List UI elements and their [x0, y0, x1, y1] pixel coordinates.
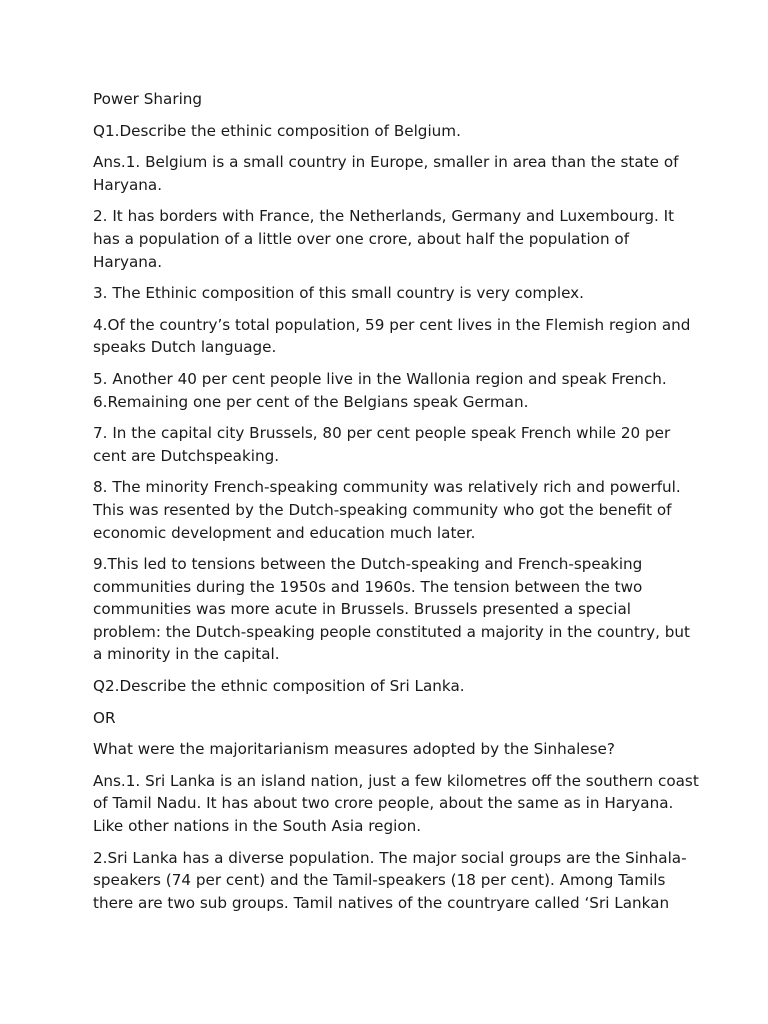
text-line: Q1.Describe the ethinic composition of Belgium. [93, 121, 461, 140]
text-line: 4.Of the country’s total population, 59 per cent lives in the Flemish region and [93, 315, 691, 334]
text-line: 2.Sri Lanka has a diverse population. The major social groups are the Sinhala- [93, 848, 687, 867]
paragraph [93, 314, 691, 359]
text-line: economic development and education much later. [93, 523, 476, 542]
text-line: 3. The Ethinic composition of this small country is very complex. [93, 284, 584, 303]
paragraph [93, 151, 683, 196]
text-line: 6.Remaining one per cent of the Belgians speak German. [93, 392, 529, 411]
paragraph [93, 770, 699, 838]
document-body [93, 88, 699, 923]
text-line: of Tamil Nadu. It has about two crore people, about the same as in Haryana. [93, 794, 674, 813]
text-line: Haryana. [93, 252, 163, 271]
paragraph [93, 707, 683, 730]
text-line: communities during the 1950s and 1960s. The tension between the two [93, 577, 643, 596]
text-line: cent are Dutchspeaking. [93, 446, 280, 465]
text-line: communities was more acute in Brussels. Brussels presented a special [93, 600, 632, 619]
text-line: has a population of a little over one crore, about half the population of [93, 229, 630, 248]
paragraph [93, 368, 683, 413]
text-line: Q2.Describe the ethnic composition of Sri Lanka. [93, 677, 465, 696]
paragraph [93, 282, 683, 305]
text-line: 9.This led to tensions between the Dutch-speaking and French-speaking [93, 555, 643, 574]
text-line: 8. The minority French-speaking community was relatively rich and powerful. [93, 478, 681, 497]
text-line: OR [93, 708, 116, 727]
paragraph [93, 847, 687, 915]
text-line: 7. In the capital city Brussels, 80 per cent people speak French while 20 per [93, 424, 671, 443]
paragraph [93, 553, 690, 666]
text-line: speakers (74 per cent) and the Tamil-speakers (18 per cent). Among Tamils [93, 871, 666, 890]
text-line: problem: the Dutch-speaking people constituted a majority in the country, but [93, 622, 690, 641]
title-line: Power Sharing [93, 90, 203, 108]
text-line: speaks Dutch language. [93, 338, 277, 357]
paragraph [93, 675, 683, 698]
text-line: there are two sub groups. Tamil natives of the countryare called ‘Sri Lankan [93, 893, 670, 912]
paragraph [93, 205, 683, 273]
paragraph [93, 476, 683, 544]
text-line: 5. Another 40 per cent people live in the Wallonia region and speak French. [93, 369, 667, 388]
paragraph-list [93, 120, 699, 915]
text-line: What were the majoritarianism measures adopted by the Sinhalese? [93, 740, 615, 759]
paragraph [93, 738, 683, 761]
document-title [93, 88, 683, 111]
text-line: This was resented by the Dutch-speaking community who got the benefit of [93, 500, 672, 519]
text-line: Ans.1. Belgium is a small country in Europe, smaller in area than the state of [93, 153, 679, 172]
text-line: Haryana. [93, 175, 163, 194]
paragraph [93, 120, 683, 143]
text-line: a minority in the capital. [93, 645, 280, 664]
text-line: 2. It has borders with France, the Netherlands, Germany and Luxembourg. It [93, 207, 675, 226]
paragraph [93, 422, 683, 467]
text-line: Ans.1. Sri Lanka is an island nation, just a few kilometres off the southern coast [93, 771, 699, 790]
text-line: Like other nations in the South Asia region. [93, 817, 422, 836]
